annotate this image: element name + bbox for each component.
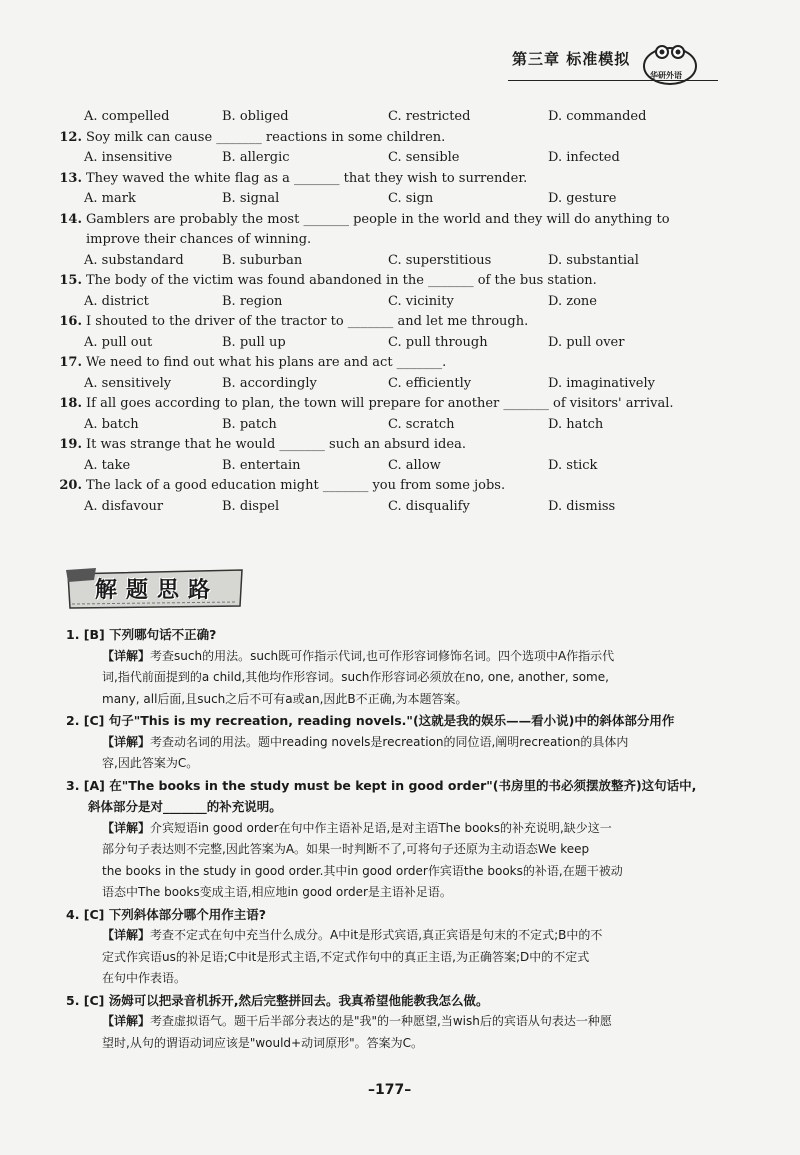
question-stem (52, 210, 732, 231)
detail-line: 考查不定式在句中充当什么成分。A中it是形式宾语,真正宾语是句末的不定式;B中的不 (150, 928, 603, 942)
question-text: The lack of a good education might _______ you from some jobs. (86, 478, 506, 493)
option-a: A. sensitively (84, 375, 172, 391)
answer-heading: 1. [B] 下列哪句话不正确? (66, 627, 217, 642)
question-text: They waved the white flag as a _______ that they wish to surrender. (86, 170, 528, 186)
question-list (52, 107, 732, 517)
option-c: C. sign (388, 191, 434, 206)
option-d: D. zone (548, 293, 597, 309)
option-a: A. pull out (84, 334, 153, 350)
answer-heading: 2. [C] 句子"This is my recreation, reading novels."(这就是我的娱乐——看小说)中的斜体部分用作 (66, 713, 675, 728)
answer-detail: the books in the study in good order.其中in good order作宾语the books的补语,在题干被动 (102, 863, 623, 878)
detail-tag: 【详解】 (102, 648, 151, 663)
options-row (52, 497, 732, 518)
option-a: A. insensitive (84, 150, 173, 165)
question-stem (52, 271, 732, 292)
question-number: 14. (59, 211, 82, 227)
answer-detail: 在句中作表语。 (102, 971, 187, 985)
page-number: –177– (368, 1082, 412, 1098)
detail-tag: 【详解】 (102, 734, 151, 749)
option-c: C. vicinity (388, 293, 454, 309)
question-stem (52, 169, 732, 190)
question-text: Soy milk can cause _______ reactions in some children. (86, 129, 446, 145)
option-b: B. pull up (222, 334, 286, 350)
question-text: The body of the victim was found abandoned in the _______ of the bus station. (86, 273, 597, 288)
logo-text: 华研外语 (650, 71, 682, 80)
option-b: B. suburban (222, 252, 303, 268)
option-a: A. take (84, 457, 131, 473)
answer-detail: 定式作宾语us的补足语;C中it是形式主语,不定式作句中的真正主语,为正确答案;D中的不定式 (102, 949, 590, 964)
answer-detail (66, 925, 726, 947)
options-row (52, 292, 732, 313)
option-b: B. dispel (222, 498, 280, 514)
options-row (52, 333, 732, 354)
option-c: C. allow (388, 457, 441, 473)
option-a: A. batch (84, 416, 139, 432)
answer-detail: many, all后面,且such之后不可有a或an,因此B不正确,为本题答案。 (102, 691, 468, 706)
question-stem (52, 312, 732, 333)
options-row (52, 415, 732, 436)
answer-heading: 4. [C] 下列斜体部分哪个用作主语? (66, 906, 267, 922)
option-d: D. commanded (548, 109, 647, 124)
option-c: C. restricted (388, 109, 471, 124)
question-number: 12. (59, 129, 82, 145)
question-stem (52, 476, 732, 497)
option-d: D. pull over (548, 334, 625, 350)
option-a: A. mark (84, 191, 136, 206)
option-a: A. compelled (84, 109, 170, 124)
option-c: C. pull through (388, 334, 488, 350)
answer-heading-cont: 斜体部分是对_______的补充说明。 (88, 799, 282, 814)
option-a: A. disfavour (84, 498, 164, 514)
answer-detail (66, 1011, 726, 1033)
answer-detail: 容,因此答案为C。 (102, 756, 199, 770)
question-text: Gamblers are probably the most _______ people in the world and they will do anything to (86, 211, 670, 227)
option-b: B. obliged (222, 109, 289, 124)
option-d: D. gesture (548, 191, 617, 206)
option-a: A. district (84, 293, 149, 309)
option-b: B. allergic (222, 150, 290, 165)
chapter-title: 第三章 标准模拟 (512, 50, 631, 68)
option-b: B. entertain (222, 457, 301, 473)
question-stem (52, 394, 732, 415)
answer-detail: 词,指代前面提到的a child,其他均作形容词。such作形容词必须放在no, one, another, some, (102, 670, 609, 684)
detail-line: 考查虚拟语气。题干后半部分表达的是"我"的一种愿望,当wish后的宾语从句表达一种愿 (150, 1014, 612, 1028)
answer-detail (66, 818, 726, 840)
options-row (52, 148, 732, 169)
detail-line: 考查such的用法。such既可作指示代词,也可作形容词修饰名词。四个选项中A作指示代 (150, 648, 615, 663)
option-c: C. scratch (388, 416, 455, 432)
question-stem (52, 435, 732, 456)
answer-detail: 语态中The books变成主语,相应地in good order是主语补足语。 (102, 885, 452, 899)
question-number: 13. (59, 170, 82, 186)
answer-heading: 5. [C] 汤姆可以把录音机拆开,然后完整拼回去。我真希望他能教我怎么做。 (66, 992, 489, 1008)
question-number: 17. (59, 355, 82, 370)
detail-tag: 【详解】 (102, 820, 151, 835)
options-row (52, 107, 732, 128)
detail-tag: 【详解】 (102, 928, 151, 942)
answer-detail: 部分句子表达则不完整,因此答案为A。如果一时判断不了,可将句子还原为主动语态We keep (102, 842, 590, 856)
option-b: B. patch (222, 416, 277, 432)
options-row (52, 374, 732, 395)
answer-detail (66, 732, 726, 754)
detail-line: 介宾短语in good order在句中作主语补足语,是对主语The books的补充说明,缺少这一 (150, 820, 612, 835)
option-d: D. hatch (548, 416, 604, 432)
option-d: D. substantial (548, 252, 639, 268)
question-text: If all goes according to plan, the town will prepare for another _______ of visitors' arrival. (86, 396, 674, 411)
answer-detail (66, 646, 726, 668)
section-title: 解题思路 (95, 578, 220, 603)
options-row (52, 251, 732, 272)
question-number: 19. (59, 437, 82, 452)
answer-explanations (66, 624, 726, 1054)
question-text: We need to find out what his plans are and act _______. (86, 355, 447, 370)
options-row (52, 189, 732, 210)
detail-tag: 【详解】 (102, 1014, 151, 1028)
detail-line: 考查动名词的用法。题中reading novels是recreation的同位语,阐明recreation的具体内 (150, 734, 629, 749)
option-c: C. efficiently (388, 375, 472, 391)
option-c: C. sensible (388, 150, 460, 165)
option-b: B. signal (222, 191, 280, 206)
options-row (52, 456, 732, 477)
question-text: It was strange that he would _______ such an absurd idea. (86, 437, 466, 452)
answer-detail: 望时,从句的谓语动词应该是"would+动词原形"。答案为C。 (102, 1035, 424, 1050)
question-continuation: improve their chances of winning. (86, 232, 312, 247)
option-b: B. accordingly (222, 375, 317, 391)
option-c: C. disqualify (388, 498, 470, 514)
question-number: 18. (59, 396, 82, 411)
question-number: 15. (59, 273, 82, 288)
option-a: A. substandard (84, 252, 184, 268)
question-stem (52, 353, 732, 374)
answer-heading: 3. [A] 在"The books in the study must be kept in good order"(书房里的书必须摆放整齐)这句话中, (66, 777, 697, 793)
question-stem (52, 128, 732, 149)
option-d: D. infected (548, 150, 620, 165)
question-text: I shouted to the driver of the tractor to _______ and let me through. (86, 314, 529, 329)
option-d: D. dismiss (548, 498, 616, 514)
option-b: B. region (222, 293, 283, 309)
question-number: 20. (59, 478, 82, 493)
question-number: 16. (59, 314, 82, 329)
option-c: C. superstitious (388, 252, 492, 268)
option-d: D. stick (548, 457, 598, 473)
option-d: D. imaginatively (548, 375, 655, 391)
